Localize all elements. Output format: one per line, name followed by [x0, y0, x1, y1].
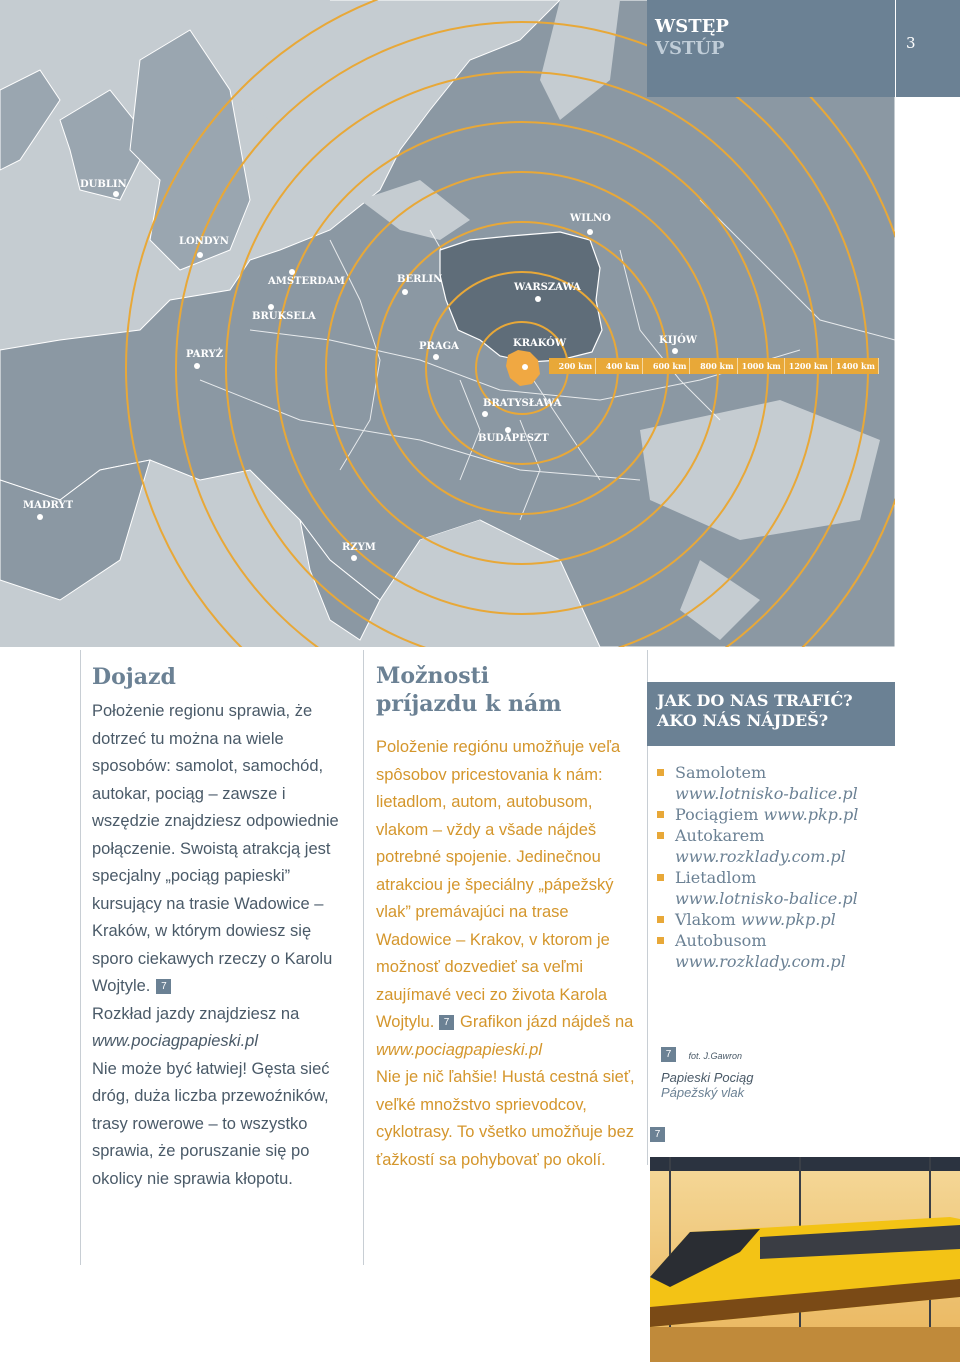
city-dot — [289, 269, 295, 275]
city-dot — [351, 555, 357, 561]
scale-label: 1400 km — [832, 358, 879, 374]
how-to-reach-box — [647, 682, 895, 746]
city-vilnius: WILNO — [570, 213, 611, 224]
city-london: LONDYN — [179, 236, 229, 247]
city-brussels: BRUKSELA — [252, 311, 316, 322]
scale-label: 600 km — [643, 358, 690, 374]
photo-credit: fot. J.Gawron — [688, 1051, 742, 1061]
scale-label: 800 km — [690, 358, 737, 374]
transport-list — [655, 762, 891, 972]
city-dot — [482, 411, 488, 417]
transport-link[interactable]: www.lotnisko-balice.pl — [675, 784, 858, 803]
city-amsterdam: AMSTERDAM — [268, 276, 345, 287]
transport-item — [655, 825, 891, 867]
transport-label: Autobusom — [675, 931, 767, 950]
paragraph-text: Nie je nič ľahšie! Hustá cestná sieť, veľké množstvo sprievodcov, cyklotrasy. To všetko umožňuje bez ťažkostí sa pohybovať po okolí. — [376, 1068, 635, 1169]
scale-label: 1200 km — [785, 358, 832, 374]
city-dot — [197, 252, 203, 258]
transport-item — [655, 867, 891, 909]
paragraph-text: Grafikon jázd nájdeš na — [459, 1013, 634, 1031]
transport-item — [655, 909, 891, 930]
transport-link[interactable]: www.pkp.pl — [740, 910, 836, 929]
timetable-link[interactable]: www.pociagpapieski.pl — [92, 1032, 259, 1050]
paragraph-text: Położenie regionu sprawia, że dotrzeć tu można na wiele sposobów: samolot, samochód, autokar, pociąg – zawsze i wszędzie znajdziesz odpowiednie połączenie. Swoistą atrakcją jest specjalny „pociąg papieski” kursujący na trasie Wadowice – Kraków, w którym dowiesz się sporo ciekawych rzeczy o Karolu Wojtyle. — [92, 702, 339, 995]
photo-ref-badge: 7 — [650, 1127, 665, 1142]
city-dot — [505, 427, 511, 433]
city-dot — [194, 363, 200, 369]
city-dot — [402, 289, 408, 295]
distance-scale — [549, 358, 879, 374]
column-polish — [92, 662, 352, 1193]
scale-label: 400 km — [596, 358, 643, 374]
city-rome: RZYM — [342, 542, 376, 553]
how-to-reach-title-sk: AKO NÁS NÁJDEŠ? — [657, 711, 829, 730]
paragraph-text: Rozkład jazdy znajdziesz na — [92, 1004, 300, 1023]
photo-caption — [661, 1046, 891, 1100]
map-graphic — [0, 0, 895, 647]
transport-item — [655, 762, 891, 804]
transport-label: Samolotem — [675, 763, 767, 782]
caption-sk: Pápežský vlak — [661, 1085, 745, 1100]
city-dot — [37, 514, 43, 520]
column-divider — [363, 650, 364, 1265]
city-berlin: BERLIN — [397, 274, 443, 285]
column-divider — [80, 650, 81, 1265]
column-title-sk-line1: Možnosti — [376, 663, 490, 689]
city-dot — [433, 354, 439, 360]
paragraph-text: Položenie regiónu umožňuje veľa spôsobov pricestovania k nám: lietadlom, autom, autobusom, vlakom – vždy a všade nájdeš potrebné spojenie. Jedinečnou atrakciou je špeciálny „pápežský vlak” premávajúci na trase Wadowice – Krakov, v ktorom je možnosť dozvedieť sa veľmi zaujímavé veci zo života Karola Wojtylu. — [376, 738, 621, 1031]
city-dot — [535, 296, 541, 302]
city-dot — [672, 348, 678, 354]
paragraph — [376, 734, 641, 1037]
photo-ref-badge: 7 — [439, 1015, 454, 1030]
city-prague: PRAGA — [419, 341, 459, 352]
city-dot — [268, 304, 274, 310]
transport-label: Pociągiem — [675, 805, 759, 824]
city-paris: PARYŻ — [186, 349, 223, 360]
photo-ref-badge: 7 — [156, 979, 171, 994]
paragraph — [92, 1001, 352, 1056]
transport-link[interactable]: www.lotnisko-balice.pl — [675, 889, 858, 908]
paragraph-text: Nie może być łatwiej! Gęsta sieć dróg, duża liczba przewoźników, trasy rowerowe – to wszystko sprawia, że poruszanie się po okolicy nie sprawia kłopotu. — [92, 1059, 330, 1188]
city-dot — [522, 364, 528, 370]
column-title-sk-line2: príjazdu k nám — [376, 691, 562, 717]
caption-pl: Papieski Pociąg — [661, 1070, 754, 1085]
europe-distance-map — [0, 0, 895, 647]
section-title-pl: WSTĘP — [655, 16, 729, 37]
train-illustration — [650, 1157, 960, 1362]
transport-label: Vlakom — [675, 910, 736, 929]
transport-item — [655, 804, 891, 825]
transport-link[interactable]: www.rozklady.com.pl — [675, 847, 846, 866]
section-header — [647, 0, 960, 97]
city-kyiv: KIJÓW — [659, 335, 698, 346]
scale-label: 1000 km — [738, 358, 785, 374]
transport-label: Lietadlom — [675, 868, 757, 887]
transport-link[interactable]: www.rozklady.com.pl — [675, 952, 846, 971]
city-warsaw: WARSZAWA — [514, 282, 581, 293]
section-title-box — [647, 0, 895, 97]
train-photo — [650, 1157, 960, 1362]
column-title-pl: Dojazd — [92, 664, 176, 690]
section-title-sk: VSTÚP — [655, 38, 725, 59]
transport-item — [655, 930, 891, 972]
city-krakow: KRAKÓW — [513, 338, 567, 349]
scale-label: 200 km — [549, 358, 596, 374]
city-budapest: BUDAPESZT — [478, 433, 549, 444]
page-number-box — [896, 0, 960, 97]
transport-label: Autokarem — [675, 826, 765, 845]
column-title-sk — [376, 662, 641, 718]
city-dot — [113, 191, 119, 197]
transport-link[interactable]: www.pkp.pl — [763, 805, 859, 824]
city-bratislava: BRATYSŁAWA — [483, 398, 562, 409]
page-number: 3 — [906, 34, 916, 52]
photo-ref-badge: 7 — [661, 1047, 676, 1062]
column-slovak — [376, 662, 641, 1174]
timetable-link[interactable]: www.pociagpapieski.pl — [376, 1040, 543, 1059]
paragraph — [92, 698, 352, 1001]
city-dot — [587, 229, 593, 235]
how-to-reach-title-pl: JAK DO NAS TRAFIĆ? — [657, 691, 853, 710]
city-madrid: MADRYT — [23, 500, 74, 511]
city-dublin: DUBLIN — [80, 179, 127, 190]
